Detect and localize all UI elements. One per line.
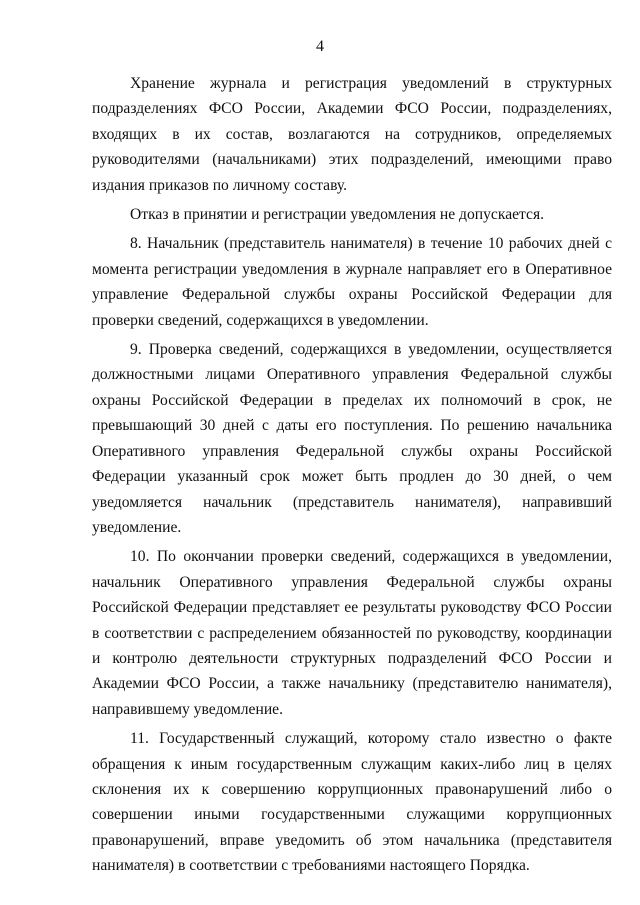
page-number: 4 — [316, 38, 324, 55]
paragraph-item-10: 10. По окончании проверки сведений, содержащихся в уведомлении, начальник Оперативного управления Федеральной службы охраны Российской Федерации представляет ее результаты руководству ФСО России в соответствии с распределением обязанностей по руководству, координации и контролю деятельности структурных подразделений ФСО России и Академии ФСО России, а также начальнику (представителю нанимателя), направившему уведомление. — [92, 548, 612, 718]
paragraph-refusal-prohibited: Отказ в принятии и регистрации уведомления не допускается. — [130, 206, 545, 224]
paragraph-item-11: 11. Государственный служащий, которому стало известно о факте обращения к иным государственным служащим каких-либо лиц в целях склонения их к совершению коррупционных правонарушений либо о совершении иными государственными служащими коррупционных правонарушений, вправе уведомить об этом начальника (представителя нанимателя) в соответствии с требованиями настоящего Порядка. — [92, 730, 612, 875]
paragraph-item-8: 8. Начальник (представитель нанимателя) в течение 10 рабочих дней с момента регистрации уведомления в журнале направляет его в Оперативное управление Федеральной службы охраны Российской Федерации для проверки сведений, содержащихся в уведомлении. — [92, 235, 612, 329]
paragraph-item-9: 9. Проверка сведений, содержащихся в уведомлении, осуществляется должностными лицами Оперативного управления Федеральной службы охраны Российской Федерации в пределах их полномочий в срок, не превышающий 30 дней с даты его поступления. По решению начальника Оперативного управления Федеральной службы охраны Российской Федерации указанный срок может быть продлен до 30 дней, о чем уведомляется начальник (представитель нанимателя), направивший уведомление. — [92, 341, 612, 536]
paragraph-journal-storage: Хранение журнала и регистрация уведомлений в структурных подразделениях ФСО России, Академии ФСО России, подразделениях, входящих в их состав, возлагаются на сотрудников, определяемых руководителями (начальниками) этих подразделений, имеющими право издания приказов по личному составу. — [92, 75, 612, 194]
document-body — [92, 71, 612, 879]
